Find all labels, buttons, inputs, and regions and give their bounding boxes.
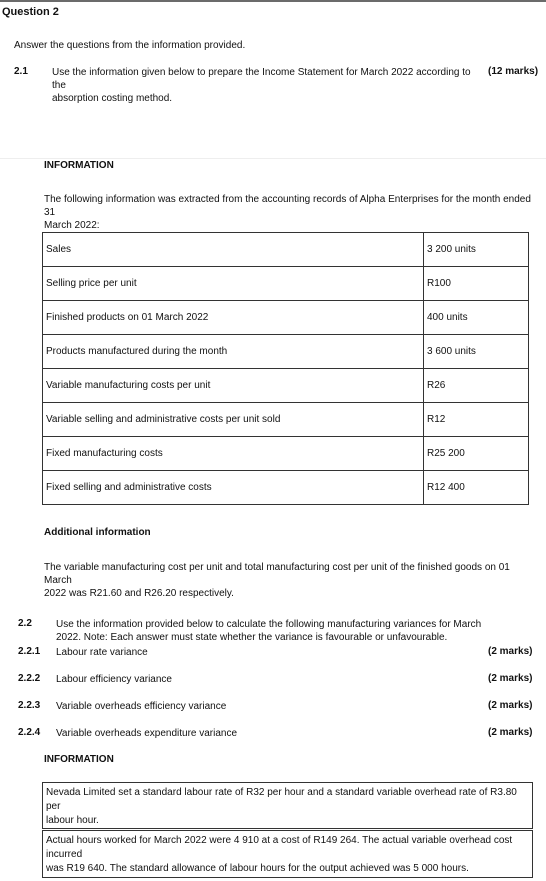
table-cell-label: Variable manufacturing costs per unit [43, 369, 424, 403]
table-cell-label: Variable selling and administrative costs per unit sold [43, 403, 424, 437]
sub-question-number: 2.2.1 [18, 646, 41, 657]
sub-question-text: Labour efficiency variance [56, 674, 172, 685]
table-cell-value: 400 units [424, 301, 529, 335]
question-2-1-line1: Use the information given below to prepare the Income Statement for March 2022 according to the [52, 67, 471, 91]
additional-information-heading: Additional information [44, 527, 151, 538]
table-cell-label: Fixed manufacturing costs [43, 437, 424, 471]
information-table [42, 232, 529, 505]
table-row [43, 437, 529, 471]
top-border [0, 0, 546, 2]
information-heading-2: INFORMATION [44, 754, 114, 765]
table-cell-label: Products manufactured during the month [43, 335, 424, 369]
sub-question-marks: (2 marks) [488, 646, 533, 657]
separator-line [0, 158, 546, 159]
sub-question-marks: (2 marks) [488, 673, 533, 684]
information-intro [44, 193, 534, 232]
additional-information-text [44, 561, 534, 600]
table-cell-value: R26 [424, 369, 529, 403]
table-row [43, 335, 529, 369]
information-intro-line1: The following information was extracted from the accounting records of Alpha Enterprises for the month ended 31 [44, 194, 531, 218]
additional-information-line2: 2022 was R21.60 and R26.20 respectively. [44, 588, 234, 599]
information-intro-line2: March 2022: [44, 220, 100, 231]
table-row [43, 301, 529, 335]
question-2-2-line2: 2022. Note: Each answer must state whether the variance is favourable or unfavourable. [56, 632, 448, 643]
information-box-actuals-line1: Actual hours worked for March 2022 were 4 910 at a cost of R149 264. The actual variable overhead cost incurred [46, 835, 513, 860]
table-row [43, 233, 529, 267]
table-cell-value: R12 400 [424, 471, 529, 505]
sub-question-number: 2.2.4 [18, 727, 41, 738]
table-cell-value: R100 [424, 267, 529, 301]
additional-information-line1: The variable manufacturing cost per unit and total manufacturing cost per unit of the finished goods on 01 March [44, 562, 510, 586]
table-cell-value: 3 200 units [424, 233, 529, 267]
sub-question-text: Variable overheads efficiency variance [56, 701, 227, 712]
sub-question-marks: (2 marks) [488, 727, 533, 738]
table-cell-label: Selling price per unit [43, 267, 424, 301]
intro-text: Answer the questions from the information provided. [14, 40, 246, 51]
table-row [43, 471, 529, 505]
table-row [43, 267, 529, 301]
question-2-2-text [56, 618, 496, 644]
information-box-actuals [42, 830, 533, 878]
table-cell-label: Fixed selling and administrative costs [43, 471, 424, 505]
information-box-actuals-line2: was R19 640. The standard allowance of labour hours for the output achieved was 5 000 hours. [46, 863, 469, 874]
table-cell-value: R25 200 [424, 437, 529, 471]
sub-question-text: Variable overheads expenditure variance [56, 728, 238, 739]
sub-question-number: 2.2.2 [18, 673, 41, 684]
sub-question-number: 2.2.3 [18, 700, 41, 711]
table-cell-value: R12 [424, 403, 529, 437]
question-number-2-1: 2.1 [14, 66, 28, 77]
information-heading: INFORMATION [44, 160, 114, 171]
question-2-1-line2: absorption costing method. [52, 93, 173, 104]
question-2-2-line1: Use the information provided below to calculate the following manufacturing variances for March [56, 619, 482, 630]
table-row [43, 403, 529, 437]
table-row [43, 369, 529, 403]
information-box-rates-line2: labour hour. [46, 815, 99, 826]
question-title: Question 2 [2, 6, 59, 18]
table-cell-label: Finished products on 01 March 2022 [43, 301, 424, 335]
information-box-rates-line1: Nevada Limited set a standard labour rate of R32 per hour and a standard variable overhead rate of R3.80 per [46, 787, 517, 812]
information-box-rates [42, 782, 533, 829]
table-cell-value: 3 600 units [424, 335, 529, 369]
sub-question-text: Labour rate variance [56, 647, 148, 658]
sub-question-marks: (2 marks) [488, 700, 533, 711]
question-number-2-2: 2.2 [18, 618, 32, 629]
question-2-1-text [52, 66, 482, 105]
question-2-1-marks: (12 marks) [488, 66, 539, 77]
table-cell-label: Sales [43, 233, 424, 267]
